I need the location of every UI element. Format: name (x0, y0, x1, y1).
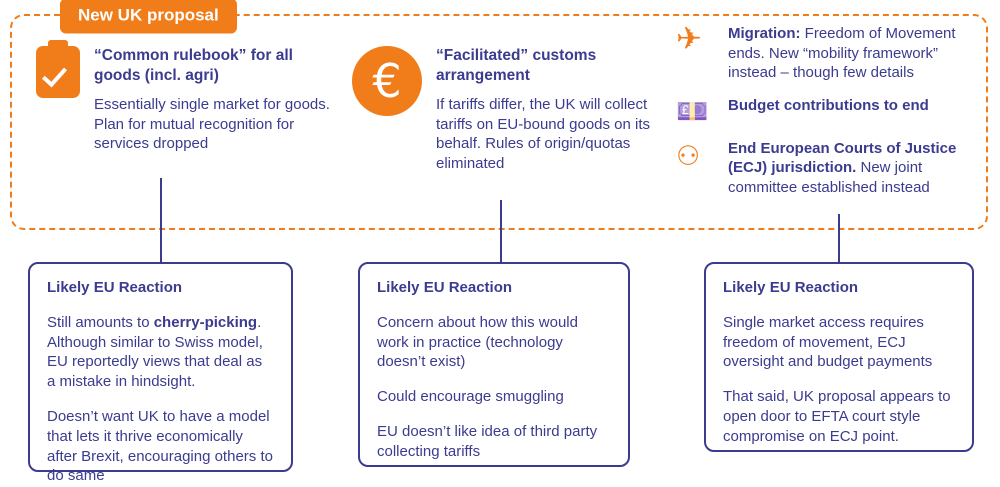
card-3-paragraph-1: Single market access requires freedom of movement, ECJ oversight and budget payments (723, 313, 933, 371)
connector-line-1 (160, 178, 162, 262)
card-3-paragraph-2: That said, UK proposal appears to open door to EFTA court style compromise on ECJ point. (723, 388, 951, 445)
proposal-column-migration-budget-ecj (676, 21, 976, 210)
euro-symbol: € (352, 46, 422, 116)
ecj-lead: End European Courts of Justice (ECJ) jurisdiction. (728, 139, 957, 176)
eu-reaction-card-2 (358, 262, 630, 467)
card-2-paragraph-2: Could encourage smuggling (377, 388, 564, 406)
proposal-column-facilitated-customs (352, 46, 652, 173)
card-1-title: Likely EU Reaction (47, 279, 183, 296)
column-1-body: Essentially single market for goods. Plan for mutual recognition for services dropped (94, 96, 330, 153)
proposal-item-budget (676, 96, 976, 126)
connector-line-3 (838, 214, 840, 262)
proposal-tab-label: New UK proposal (60, 0, 237, 34)
column-1-heading: “Common rulebook” for all goods (incl. agri) (94, 47, 293, 84)
money-icon: 💷 (676, 95, 709, 126)
airplane-icon: ✈ (676, 21, 702, 56)
euro-circle-icon (352, 46, 422, 116)
column-2-body: If tariffs differ, the UK will collect tariffs on EU-bound goods on its behalf. Rules of origin/quotas eliminated (436, 96, 651, 172)
budget-lead: Budget contributions to end (728, 96, 929, 114)
card-1-paragraph-1: Still amounts to cherry-picking. Although similar to Swiss model, EU reportedly views that deal as a mistake in hindsight. (47, 313, 263, 391)
eu-reaction-card-1 (28, 262, 293, 485)
card-2-title: Likely EU Reaction (377, 279, 513, 296)
proposal-column-common-rulebook (36, 46, 336, 154)
card-2-paragraph-3: EU doesn’t like idea of third party collecting tariffs (377, 422, 598, 460)
ecj-text: New joint committee established instead (728, 159, 930, 196)
proposal-item-ecj (676, 139, 976, 198)
connector-line-2 (500, 200, 502, 262)
clipboard-check-icon (36, 46, 80, 98)
card-2-paragraph-1: Concern about how this would work in practice (technology doesn’t exist) (377, 313, 578, 371)
proposal-item-migration (676, 21, 976, 83)
card-3-title: Likely EU Reaction (723, 279, 859, 296)
migration-lead: Migration: (728, 25, 801, 42)
column-2-heading: “Facilitated” customs arrangement (436, 47, 597, 84)
eu-reaction-card-3 (704, 262, 974, 452)
seal-icon: ⚇ (676, 140, 701, 171)
migration-text: Freedom of Movement ends. New “mobility framework” instead – though few details (728, 25, 956, 81)
card-1-paragraph-2: Doesn’t want UK to have a model that lets it thrive economically after Brexit, encouraging others to do same (47, 407, 273, 485)
